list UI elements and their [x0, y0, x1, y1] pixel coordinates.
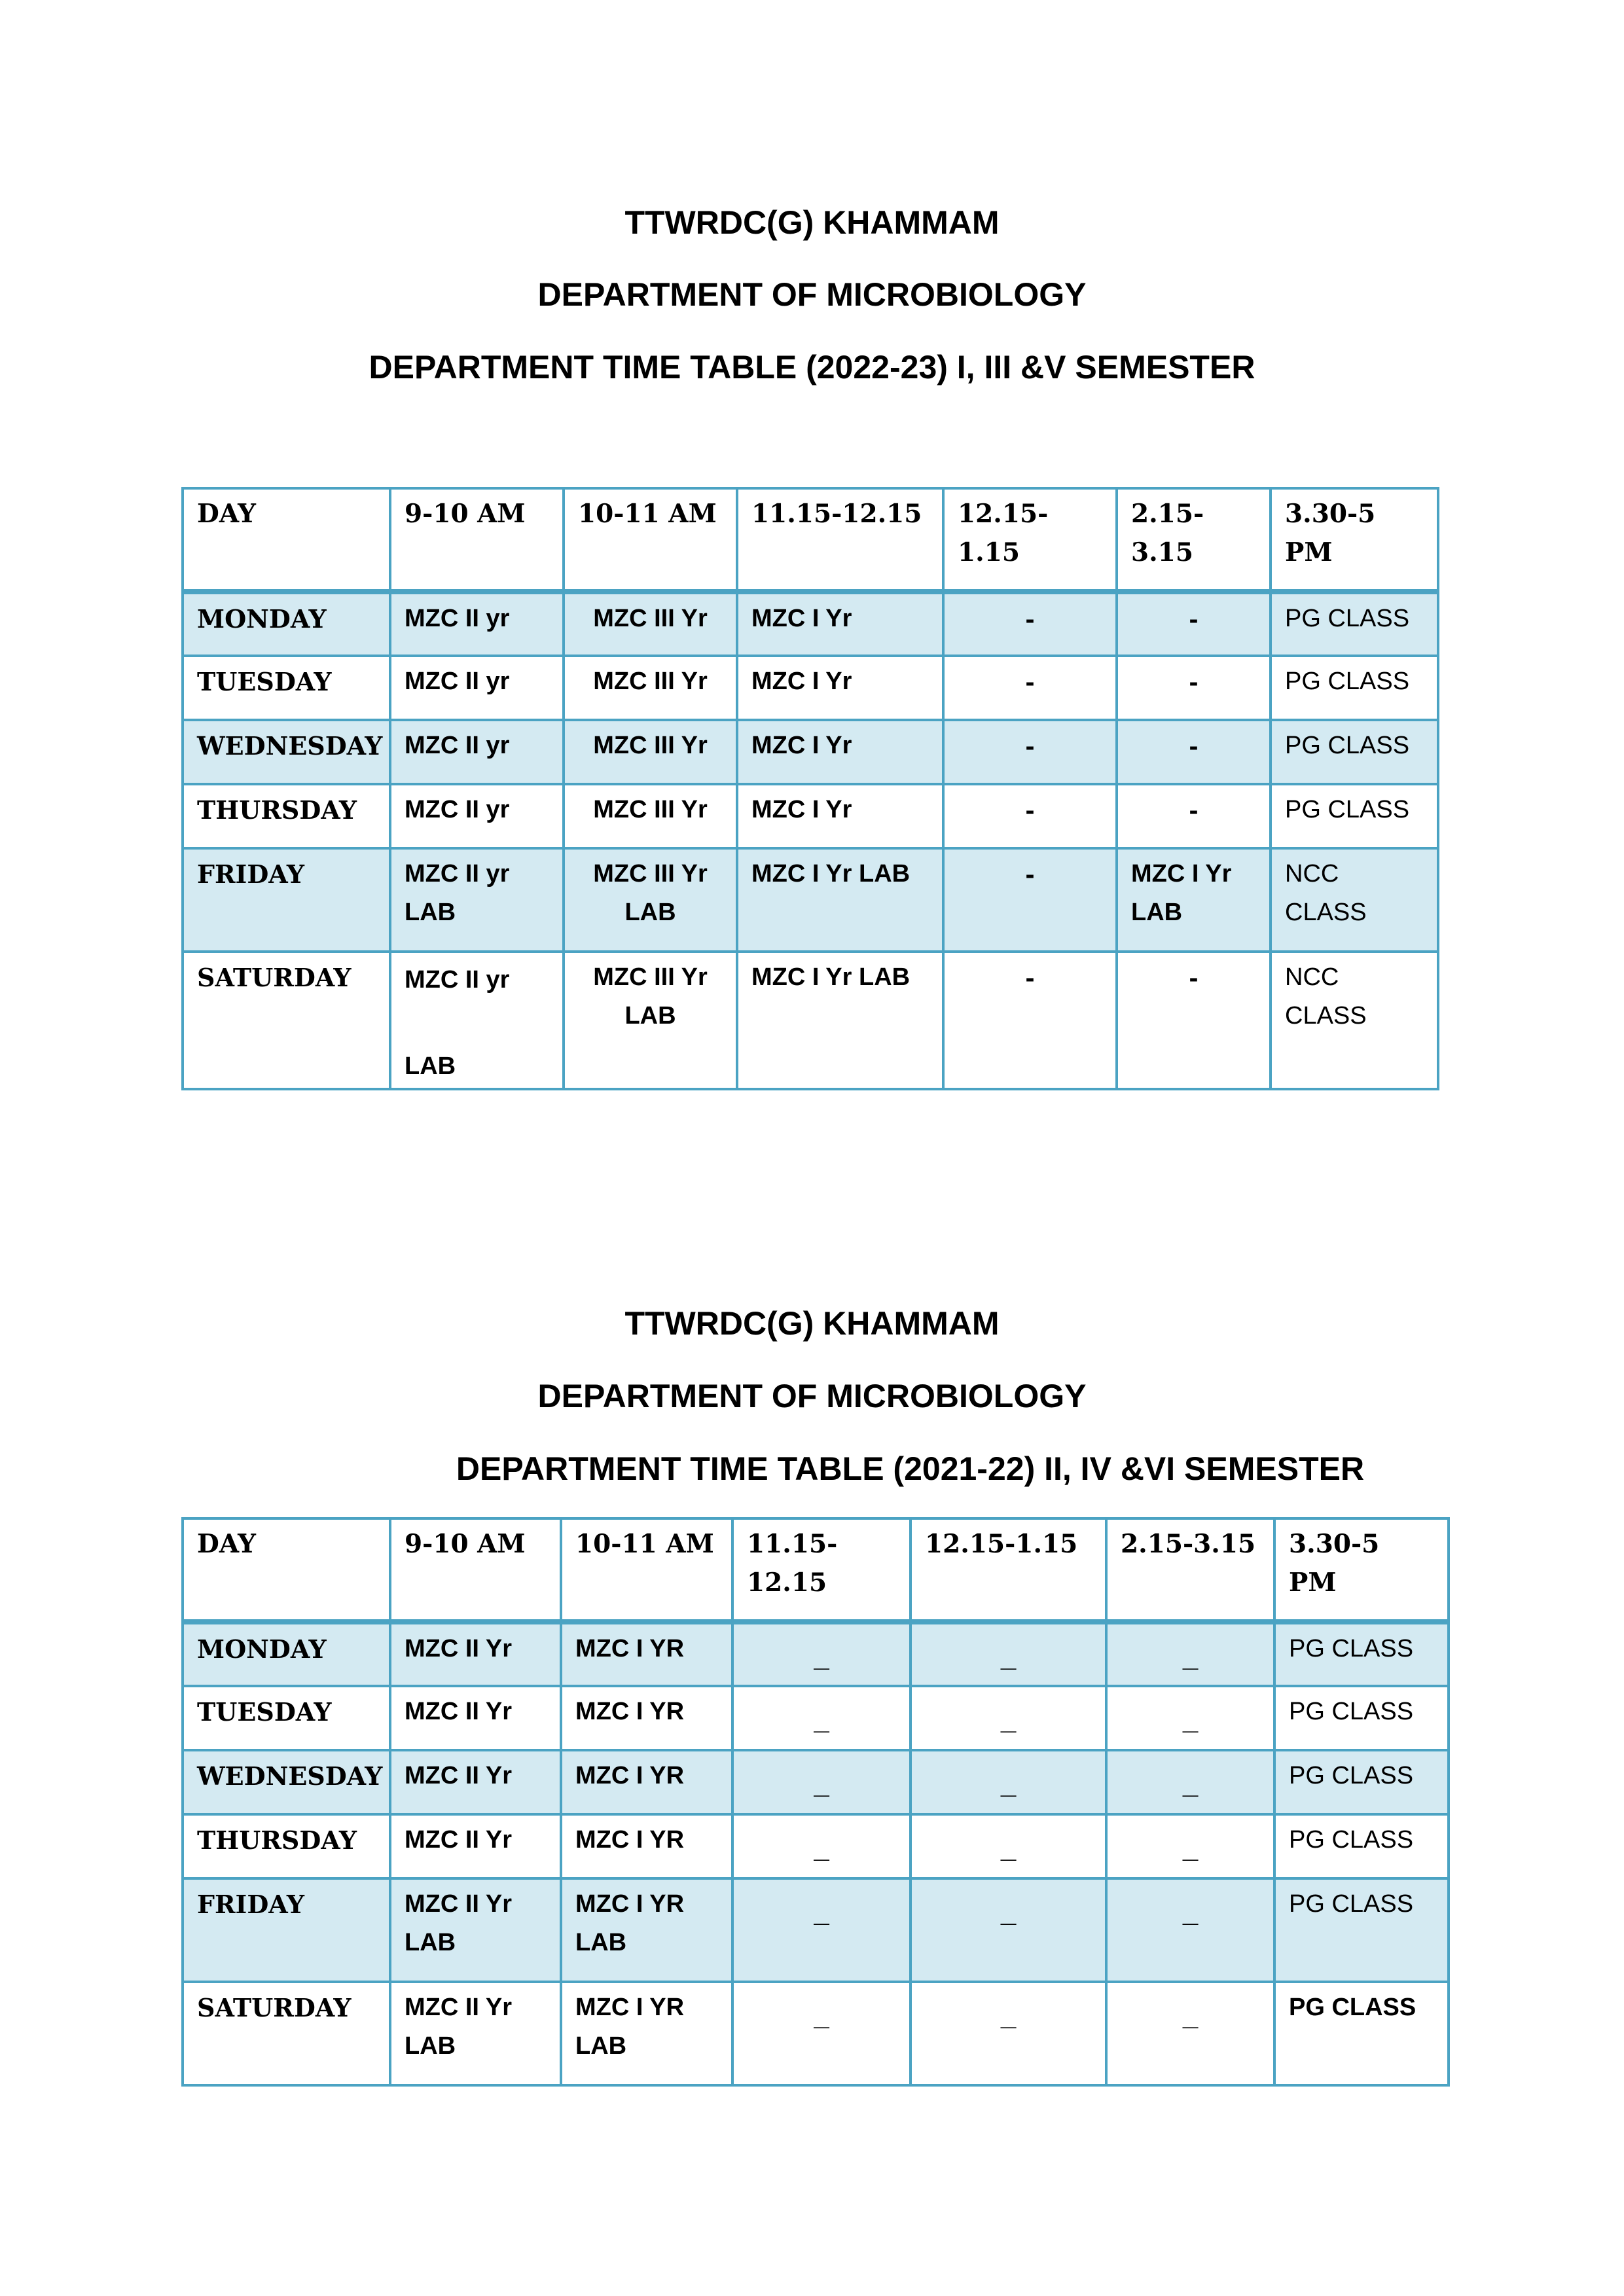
table-cell: _	[732, 1982, 911, 2085]
table-cell: MZC II Yr LAB	[390, 1982, 561, 2085]
table-cell: MZC I YR	[561, 1686, 732, 1750]
column-header: DAY	[183, 1518, 390, 1622]
table-row	[183, 720, 1438, 784]
table-cell: MZC III Yr	[564, 784, 737, 848]
table-cell: -	[943, 848, 1117, 952]
table-cell: MZC I Yr LAB	[1117, 848, 1271, 952]
department-heading: DEPARTMENT OF MICROBIOLOGY	[537, 1378, 1087, 1414]
table-cell: _	[911, 1878, 1106, 1982]
day-cell: SATURDAY	[183, 1982, 390, 2085]
header-row	[183, 488, 1438, 592]
day-cell: TUESDAY	[183, 1686, 390, 1750]
table-cell: _	[1106, 1622, 1274, 1686]
table-cell: -	[1117, 592, 1271, 656]
table-cell: MZC II yr	[390, 784, 564, 848]
table-cell: PG CLASS	[1274, 1622, 1449, 1686]
table-cell: MZC I YR LAB	[561, 1982, 732, 2085]
table-cell: PG CLASS	[1274, 1878, 1449, 1982]
table-cell: MZC I Yr	[737, 784, 943, 848]
table-cell: PG CLASS	[1274, 1814, 1449, 1878]
table-cell: MZC III Yr	[564, 656, 737, 720]
table-cell: MZC II Yr	[390, 1750, 561, 1814]
table-row	[183, 1878, 1449, 1982]
timetable-title-heading: DEPARTMENT TIME TABLE (2022-23) I, III &V SEMESTER	[369, 349, 1255, 386]
column-header: 11.15- 12.15	[732, 1518, 911, 1622]
table-cell: PG CLASS	[1274, 1750, 1449, 1814]
day-cell: FRIDAY	[183, 848, 390, 952]
table-cell: -	[943, 656, 1117, 720]
table-cell: MZC II Yr	[390, 1686, 561, 1750]
table-cell: MZC I Yr	[737, 656, 943, 720]
table-cell: MZC II yr	[390, 656, 564, 720]
table-cell: -	[943, 720, 1117, 784]
table-cell: _	[911, 1814, 1106, 1878]
day-cell: THURSDAY	[183, 1814, 390, 1878]
table-cell: MZC I YR	[561, 1814, 732, 1878]
table-cell: MZC II yr LAB	[390, 848, 564, 952]
table-row	[183, 656, 1438, 720]
table-cell: _	[911, 1750, 1106, 1814]
table-cell: _	[732, 1814, 911, 1878]
table-cell: PG CLASS	[1271, 656, 1438, 720]
table-row	[183, 952, 1438, 1089]
table-cell: _	[732, 1622, 911, 1686]
table-cell: PG CLASS	[1274, 1982, 1449, 2085]
column-header: 10-11 AM	[564, 488, 737, 592]
table-cell: MZC III Yr	[564, 592, 737, 656]
day-cell: MONDAY	[183, 1622, 390, 1686]
table-cell: MZC II yr	[390, 592, 564, 656]
table-cell: -	[1117, 952, 1271, 1089]
table-row	[183, 1750, 1449, 1814]
table-cell: MZC I YR LAB	[561, 1878, 732, 1982]
table-cell: _	[1106, 1686, 1274, 1750]
table-cell: -	[943, 784, 1117, 848]
table-row	[183, 1814, 1449, 1878]
table-cell: -	[1117, 784, 1271, 848]
table-cell: _	[1106, 1750, 1274, 1814]
column-header: 2.15- 3.15	[1117, 488, 1271, 592]
column-header: 10-11 AM	[561, 1518, 732, 1622]
day-cell: THURSDAY	[183, 784, 390, 848]
column-header: 2.15-3.15	[1106, 1518, 1274, 1622]
table-cell: MZC III Yr LAB	[564, 848, 737, 952]
table-row	[183, 784, 1438, 848]
table-cell: MZC II Yr	[390, 1814, 561, 1878]
table-cell: _	[1106, 1814, 1274, 1878]
table-cell: NCC CLASS	[1271, 952, 1438, 1089]
table-cell: PG CLASS	[1271, 592, 1438, 656]
table-row	[183, 592, 1438, 656]
college-name-heading: TTWRDC(G) KHAMMAM	[624, 1305, 1000, 1342]
day-cell: WEDNESDAY	[183, 720, 390, 784]
table-cell: MZC I YR	[561, 1750, 732, 1814]
table-cell: _	[911, 1622, 1106, 1686]
column-header: 12.15-1.15	[911, 1518, 1106, 1622]
timetable-2021-22	[181, 1517, 1450, 2087]
table-cell: MZC II yr	[390, 720, 564, 784]
day-cell: WEDNESDAY	[183, 1750, 390, 1814]
table-cell: _	[732, 1750, 911, 1814]
table-cell: _	[1106, 1878, 1274, 1982]
table-cell: MZC II Yr LAB	[390, 1878, 561, 1982]
table-cell: MZC II Yr	[390, 1622, 561, 1686]
column-header: 9-10 AM	[390, 488, 564, 592]
column-header: 3.30-5 PM	[1271, 488, 1438, 592]
table-cell: MZC I YR	[561, 1622, 732, 1686]
department-heading: DEPARTMENT OF MICROBIOLOGY	[537, 276, 1087, 313]
table-cell: MZC I Yr	[737, 592, 943, 656]
table-cell: _	[911, 1686, 1106, 1750]
column-header: 3.30-5 PM	[1274, 1518, 1449, 1622]
table-cell: _	[1106, 1982, 1274, 2085]
table-cell: -	[943, 592, 1117, 656]
table-cell: MZC I Yr LAB	[737, 848, 943, 952]
table-cell: PG CLASS	[1271, 720, 1438, 784]
day-cell: SATURDAY	[183, 952, 390, 1089]
timetable-title-heading: DEPARTMENT TIME TABLE (2021-22) II, IV &VI SEMESTER	[456, 1450, 1365, 1487]
table-cell: -	[1117, 720, 1271, 784]
day-cell: TUESDAY	[183, 656, 390, 720]
table-cell: MZC I Yr	[737, 720, 943, 784]
timetable-2022-23	[181, 487, 1439, 1090]
table-row	[183, 848, 1438, 952]
header-row	[183, 1518, 1449, 1622]
column-header: 9-10 AM	[390, 1518, 561, 1622]
table-cell: -	[1117, 656, 1271, 720]
table-cell: _	[732, 1686, 911, 1750]
table-cell: _	[911, 1982, 1106, 2085]
column-header: DAY	[183, 488, 390, 592]
table-cell: PG CLASS	[1271, 784, 1438, 848]
table-cell: NCC CLASS	[1271, 848, 1438, 952]
table-cell: PG CLASS	[1274, 1686, 1449, 1750]
college-name-heading: TTWRDC(G) KHAMMAM	[624, 204, 1000, 241]
table-cell: MZC II yr LAB	[390, 952, 564, 1089]
table-cell: MZC I Yr LAB	[737, 952, 943, 1089]
table-cell: _	[732, 1878, 911, 1982]
table-row	[183, 1686, 1449, 1750]
day-cell: FRIDAY	[183, 1878, 390, 1982]
table-cell: MZC III Yr LAB	[564, 952, 737, 1089]
day-cell: MONDAY	[183, 592, 390, 656]
table-cell: MZC III Yr	[564, 720, 737, 784]
column-header: 12.15- 1.15	[943, 488, 1117, 592]
table-row	[183, 1982, 1449, 2085]
column-header: 11.15-12.15	[737, 488, 943, 592]
table-cell: -	[943, 952, 1117, 1089]
table-row	[183, 1622, 1449, 1686]
